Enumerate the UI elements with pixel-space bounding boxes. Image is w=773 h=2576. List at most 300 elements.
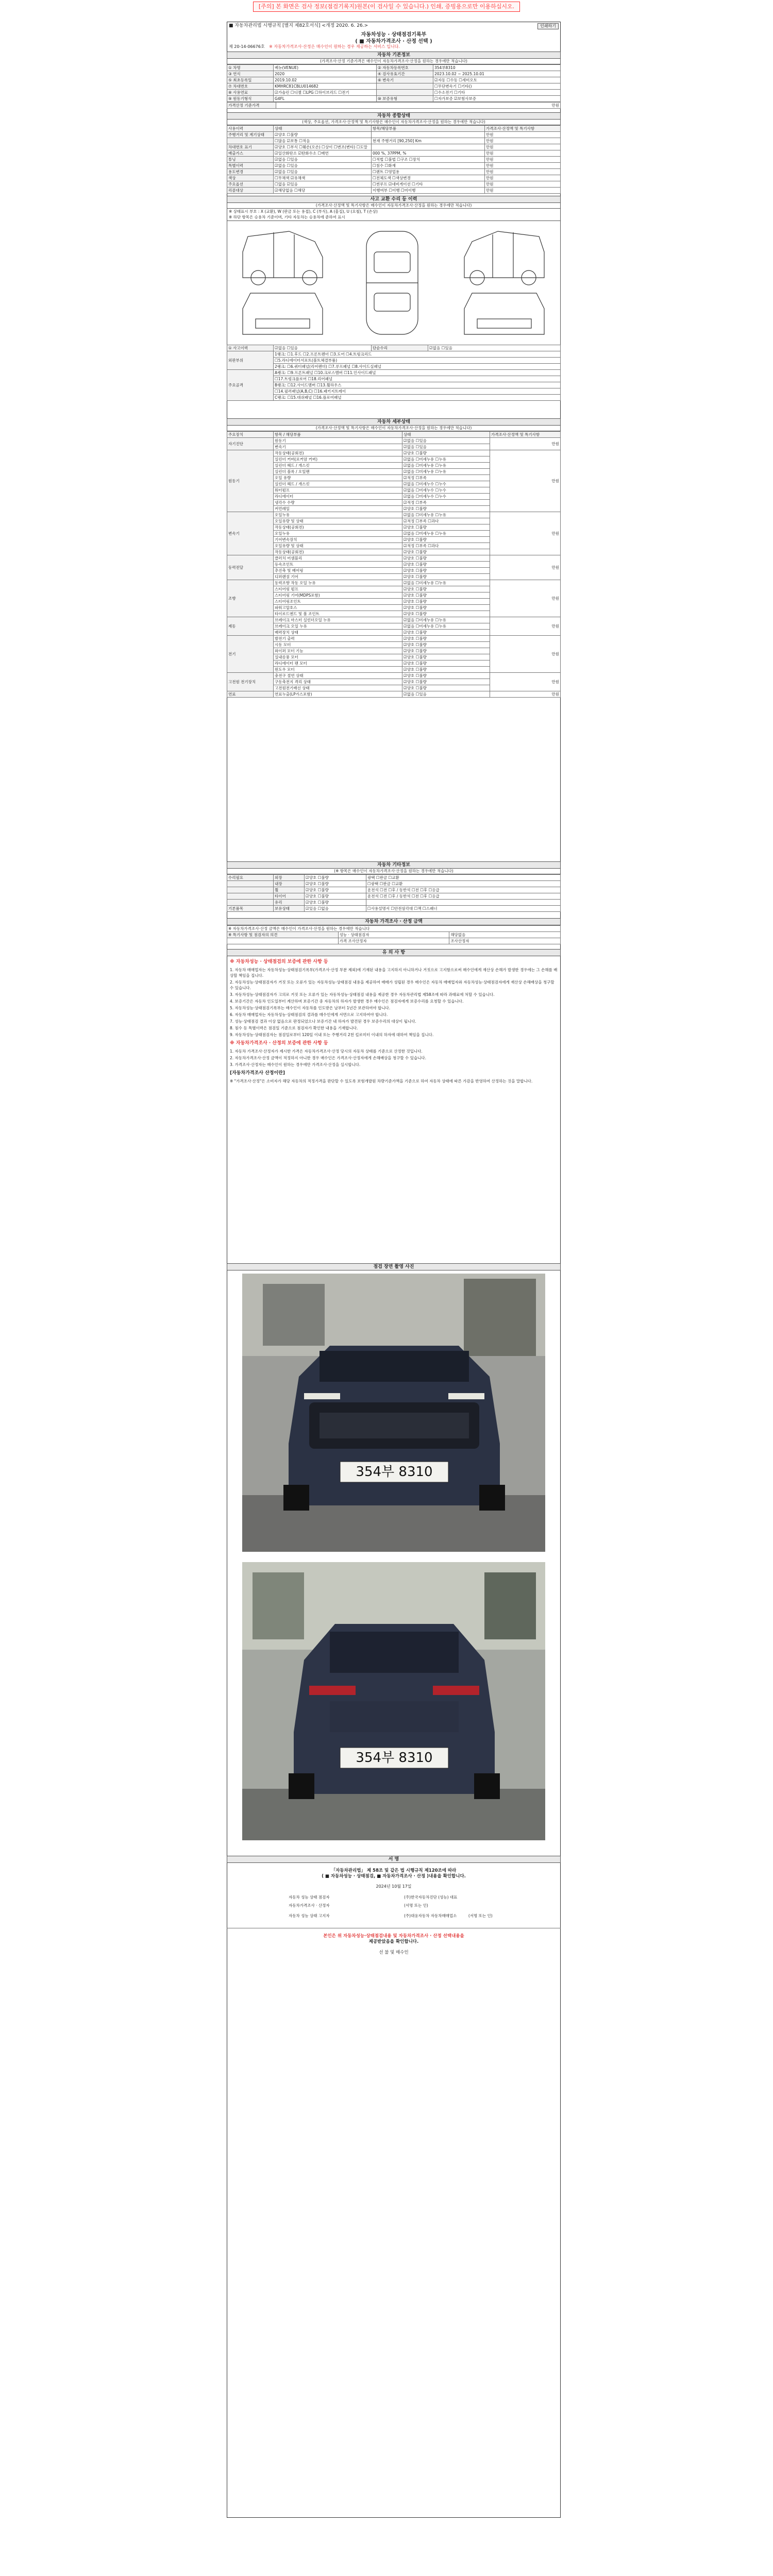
overall-cell: 만원 [485,138,561,144]
outer-rank-1b: ☐5.라디에이터서포트(볼트체결부품) [274,357,561,363]
inspector-sign-label: 자동차 성능 상태 점검자 [289,1895,330,1900]
notice-warranty-list [227,967,561,1038]
detail-item: 원동기 [274,438,402,444]
signature-table [227,1894,561,1921]
overall-row [227,150,561,157]
appraiser-sign-value: (서명 또는 인) [404,1903,428,1908]
detail-col-header: 주요장치 [227,432,274,438]
overall-cell: ☐무채색 ☑유채색 [274,175,372,181]
detail-item: 윈도우 모터 [274,667,402,673]
detail-item: 브레이크 오일 누유 [274,623,402,630]
detail-status: ☑적정 ☐부족 ☐과다 [402,543,490,549]
overall-col-header: 가격조사·산정액 및 특기사항 [485,126,561,132]
detail-status: ☑없음 ☐미세누유 ☐누유 [402,469,490,475]
doc-note: ※ 자동차가격조사·산정은 매수인이 원하는 경우 제공하는 서비스 입니다. [269,44,400,49]
basic-info-cell: 2019.10.02 [274,77,377,83]
detail-item: 워터펌프 [274,487,402,494]
basic-info-cell: ⑤ 최초등록일 [227,77,274,83]
overall-cell: 색상 [227,175,274,181]
front-photo [242,1274,545,1552]
detail-item: 브레이크 마스터 실린더오일 누유 [274,617,402,623]
overall-cell: 만원 [485,157,561,163]
detail-item: 라디에이터 팬 모터 [274,660,402,667]
detail-status: ☑양호 ☐불량 [402,555,490,562]
detail-price: 만원 [490,450,561,512]
overall-cell: 배출가스 [227,150,274,157]
detail-status: ☑양호 ☐불량 [402,450,490,456]
sign-section [227,1856,561,1955]
overall-row [227,181,561,188]
detail-col-header: 항목 / 해당부품 [274,432,402,438]
etc-cell: 광택 ☐판금 ☐교환 [366,875,561,881]
overall-cell: 현재 주행거리 [90,250] Km [372,138,485,144]
basic-info-cell: ⑥ 변속기 [377,77,433,83]
inspector-sign-value: (주)한국자동차진단 (성능) 대표 [404,1895,458,1900]
detail-item: 실린더 헤드 / 개스킷 [274,481,402,487]
detail-price: 만원 [490,555,561,580]
accident-section [227,196,561,401]
detail-price: 만원 [490,512,561,555]
overall-cell: 이행여부 ☐이행 ☐미이행 [372,188,485,194]
detail-group-label: 변속기 [227,512,274,555]
detail-col-header: 상태 [402,432,490,438]
overall-cell: ☑양호 ☐불량 [274,132,372,138]
front-plate: 354부 8310 [356,1464,433,1480]
detail-table [227,431,561,698]
detail-status: ☑양호 ☐불량 [402,599,490,605]
accident-legend-2: ※ 하단 항목은 승용차 기준이며, 기타 자동차는 승용차에 준하여 표시 [227,214,561,221]
detail-item: 작동상태(공회전) [274,450,402,456]
detail-row [227,617,561,623]
inspector-opinion: 해당없음 [449,932,561,938]
notice-paragraph: 5. 자동차성능·상태점검기록부는 매수인이 자동차를 인도받은 날부터 1년간 보관하여야 합니다. [230,1006,391,1010]
overall-cell: 차대번호 표기 [227,144,274,150]
detail-item: 라디에이터 [274,494,402,500]
notice-paragraph: 7. 성능·상태점검 결과 이상 없음으로 판정되었으나 보증기간 내 하자가 발견된 경우 보증수리의 대상이 됩니다. [230,1019,416,1024]
overall-note: (색상, 주요옵션, 가격조사·산정액 및 특기사항은 매수인이 자동차가격조사·산정을 원하는 경우에만 적습니다) [227,120,561,125]
notifier-sign-label: 자동차 성능 상태 고지자 [289,1913,330,1918]
detail-item: 추진축 및 베어링 [274,568,402,574]
basic-info-cell [377,90,433,96]
detail-item: 작동상태(공회전) [274,549,402,555]
overall-section [227,112,561,194]
detail-item: 오일유량 및 상태 [274,543,402,549]
detail-item: 시동 모터 [274,642,402,648]
overall-cell: ☐전체도색 ☐색상변경 [372,175,485,181]
etc-cell: 기본품목 [227,906,274,912]
overall-cell [372,144,485,150]
frame-c-rank: C랭크: ☐15.대쉬패널 ☐16.플로어패널 [274,394,561,400]
notice-paragraph: 8. 침수 등 특별이력은 점검일 기준으로 점검자가 확인한 내용을 기재합니다. [230,1026,358,1030]
basic-info-row [227,90,561,96]
detail-item: 와이퍼 모터 기능 [274,648,402,654]
accident-legend: ※ 상태표시 부호 : X (교환), W (판금 또는 용접), C (부식), A (흠집), U (요철), T (손상) [227,209,561,214]
overall-cell: ☑일산화탄소 ☑탄화수소 ☐매연 [274,150,372,157]
basic-info-cell: ⑩ 보증유형 [377,96,433,102]
detail-status: ☑양호 ☐불량 [402,524,490,531]
accident-history-label: ① 사고이력 [227,345,274,351]
etc-row [227,900,561,906]
overall-cell: 만원 [485,175,561,181]
detail-group-label: 원동기 [227,450,274,512]
overall-col-header: 항목/해당부품 [372,126,485,132]
inspection-sheet [227,22,561,2518]
overall-cell: 만원 [485,132,561,138]
detail-status: ☑양호 ☐불량 [402,549,490,555]
detail-section [227,418,561,698]
etc-row [227,906,561,912]
rear-plate: 354부 8310 [356,1750,433,1766]
overall-row [227,169,561,175]
detail-row [227,555,561,562]
detail-status: ☑적정 ☐부족 [402,500,490,506]
detail-group-label: 제동 [227,617,274,636]
etc-row [227,893,561,900]
etc-section [227,861,561,912]
detail-item: 등속조인트 [274,562,402,568]
detail-item: 클러치 어셈블리 [274,555,402,562]
photo-section [227,1263,561,1270]
notice-paragraph: 4. 보증기간은 자동차 인도일부터 계산하며 보증기간 중 자동차의 하자가 발생한 경우 매수인은 점검자에게 보증수리를 요청할 수 있습니다. [230,999,464,1004]
etc-table [227,874,561,912]
detail-status: ☑양호 ☐불량 [402,654,490,660]
detail-status: ☑없음 ☐미세누수 ☐누수 [402,487,490,494]
warning-banner [0,0,773,13]
warning-text: [주의] 본 화면은 검사 정보(점검기록지)원본(이 검사일 수 있습니다.) 인쇄, 증빙용으로만 이용하십시오. [253,2,520,12]
overall-cell: ☐렌트 ☐영업용 [372,169,485,175]
detail-group-label: 전기 [227,636,274,673]
overall-col-header: 사용이력 [227,126,274,132]
simple-repair-value: ☑없음 ☐있음 [428,345,561,351]
page-title: 자동차성능 · 상태점검기록부 [361,32,427,38]
basic-info-cell: ⑦ 차대번호 [227,83,274,90]
detail-row [227,691,561,698]
overall-cell: 주행거리 및 계기상태 [227,132,274,138]
overall-cell: ☑해당없음 ☐해당 [274,188,372,194]
accident-history-value: ☑없음 ☐있음 [274,345,372,351]
inspector-label: 성능 · 상태점검자 [338,932,449,938]
etc-cell: 보유상태 [274,906,305,912]
overall-cell: ☐많음 ☑보통 ☐적음 [274,138,372,144]
overall-cell: 특별이력 [227,163,274,169]
detail-status: ☑양호 ☐불량 [402,660,490,667]
etc-row [227,881,561,887]
detail-item: 실린더 커버(로커암 커버) [274,456,402,463]
overall-row [227,175,561,181]
basic-info-row [227,65,561,71]
buyer-confirm-line2: 제공받았음을 확인합니다. [368,1939,419,1944]
overall-cell: 만원 [485,144,561,150]
overall-row [227,144,561,150]
detail-status: ☑양호 ☐불량 [402,685,490,691]
basic-info-cell: ☐자가보증 ☑보험사보증 [433,96,561,102]
detail-item: 작동상태(공회전) [274,524,402,531]
appraiser-label: 가격 조사산정자 [338,938,449,944]
basic-info-cell: KMHRC81CBLU014682 [274,83,377,90]
detail-row [227,636,561,642]
main-frame-label: 주요골격 [227,369,274,400]
page-subtitle: ( ■ 자동차가격조사 · 산정 선택 ) [355,38,432,44]
overall-row [227,188,561,194]
sign-statement-2: ( ■ 자동차성능 · 상태점검, ■ 자동차가격조사 · 산정 )내용을 확인합니다. [322,1873,466,1879]
basic-info-cell: 베뉴(VENUE) [274,65,377,71]
overall-cell: ☑없음 ☐있음 [274,157,372,163]
etc-cell: 수리필요 [227,875,274,881]
detail-group-label: 고전원 전기장치 [227,673,274,691]
doc-number-line [229,44,400,49]
basic-info-row [227,77,561,83]
accident-table [227,345,561,401]
detail-status: ☑없음 ☐미세누유 ☐누유 [402,617,490,623]
detail-item: 변속기 [274,444,402,450]
basic-info-cell: ☑자동 ☐수동 ☐세미오토 [433,77,561,83]
detail-row [227,673,561,679]
detail-item: 커먼레일 [274,506,402,512]
frame-b-rank: B랭크: ☐12.사이드멤버 ☐13.휠하우스 [274,382,561,388]
detail-status: ☑없음 ☐미세누유 ☐누유 [402,463,490,469]
detail-status: ☑없음 ☐있음 [402,444,490,450]
notice-paragraph: 9. 자동차성능·상태점검자는 점검일로부터 120일 이내 또는 주행거리 2천 킬로미터 이내의 하자에 대하여 책임을 집니다. [230,1032,434,1037]
overall-cell: 만원 [485,188,561,194]
etc-cell: ☑양호 ☐불량 [305,893,366,900]
detail-price: 만원 [490,691,561,698]
front-car-photo [242,1274,545,1552]
accident-heading: 사고 교환 수리 등 이력 [227,196,561,203]
detail-status: ☑양호 ☐불량 [402,648,490,654]
car-side-right-diagram [464,231,544,285]
detail-heading: 자동차 세부상태 [227,418,561,426]
detail-item: 실내송풍 모터 [274,654,402,660]
basic-info-cell: ☑가솔린 ☐디젤 ☐LPG ☐하이브리드 ☐전기 [274,90,377,96]
detail-status: ☑양호 ☐불량 [402,562,490,568]
detail-status: ☑없음 ☐있음 [402,691,490,698]
detail-price: 만원 [490,617,561,636]
etc-cell: ☐광택 ☐판금 ☐교환 [366,881,561,887]
overall-heading: 자동차 종합상태 [227,112,561,120]
overall-row [227,163,561,169]
basic-info-table [227,64,561,102]
detail-status: ☑적정 ☐부족 [402,475,490,481]
etc-cell: ☐사용설명서 ☐안전삼각대 ☐잭 ☐스패너 [366,906,561,912]
detail-item: 배력장치 상태 [274,630,402,636]
overall-row [227,132,561,138]
detail-item: 오일누유 [274,531,402,537]
price-label: 가격산정 기준가격 [227,103,276,109]
basic-info-section [227,52,561,109]
detail-item: 스티어링 펌프 [274,586,402,592]
overall-table [227,125,561,194]
detail-status: ☑적정 ☐부족 ☐과다 [402,518,490,524]
overall-cell [227,138,274,144]
overall-col-header: 상태 [274,126,372,132]
car-diagram-area [227,221,561,345]
detail-status: ☑양호 ☐불량 [402,568,490,574]
frame-b-rank-2: ☐14.필러패널(A,B,C) ☐16.패키지트레이 [274,388,561,394]
car-side-left-diagram [243,231,323,285]
detail-item: 냉각수 수량 [274,500,402,506]
price-total-section [227,918,561,944]
form-title [289,32,499,45]
rear-photo [242,1562,545,1840]
detail-status: ☑양호 ☐불량 [402,611,490,617]
overall-cell: ☑없음 ☐있음 [274,169,372,175]
basic-info-row [227,96,561,102]
etc-cell [227,881,274,887]
etc-cell: 운전석 ☐전 ☐후 / 동반석 ☐전 ☐후 ☐응급 [366,893,561,900]
basic-info-heading: 자동차 기본정보 [227,52,561,59]
etc-cell: 운전석 ☐전 ☐후 / 동반석 ☐전 ☐후 ☐응급 [366,887,561,893]
simple-repair-label: 단순수리 [372,345,428,351]
overall-cell: 만원 [485,169,561,175]
detail-status: ☑양호 ☐불량 [402,667,490,673]
detail-item: 연료누출(LP가스포함) [274,691,402,698]
notice-paragraph: 2. 자동차성능·상태점검자가 거짓 또는 오류가 있는 자동차성능·상태점검 내용을 제공하여 매매가 성립된 경우 매수인은 자동차 매매업자와 자동차성능·상태점검자에게 재산상 손해배상을 청구할 수 있습니다. [230,980,554,990]
basic-info-cell: ① 차명 [227,65,274,71]
form-number: ■ 자동차관리법 시행규칙 [별지 제82호서식] <개정 2020. 6. 26.> [229,23,368,29]
car-top-diagram [366,231,418,334]
detail-status: ☑양호 ☐불량 [402,642,490,648]
notice-warranty-heading: ※ 자동차성능 · 상태점검의 보증에 관한 사항 등 [230,959,328,964]
etc-cell: 휠 [274,887,305,893]
etc-cell: 외장 [274,875,305,881]
basic-info-cell: ⑧ 사용연료 [227,90,274,96]
detail-group-label: 동력전달 [227,555,274,580]
detail-status: ☑양호 ☐불량 [402,592,490,599]
print-button[interactable]: 인쇄하기 [537,23,559,29]
detail-row [227,438,561,444]
notifier-sign-value: (주)대웅자동차 자동차매매업소 [404,1913,457,1918]
detail-group-label: 연료 [227,691,274,698]
detail-status: ☑양호 ☐불량 [402,605,490,611]
etc-cell: 유리 [274,900,305,906]
detail-status: ☑양호 ☐불량 [402,506,490,512]
basic-info-cell: ☐무단변속기 ☐기타() [433,83,561,90]
etc-cell: ☑양호 ☐불량 [305,887,366,893]
detail-status: ☑없음 ☐미세누유 ☐누유 [402,580,490,586]
detail-item: 충전구 절연 상태 [274,673,402,679]
detail-item: 파워고압호스 [274,605,402,611]
outer-rank-2: 2랭크: ☐6.쿼터패널(리어펜더) ☐7.루프패널 ☐8.사이드실패널 [274,363,561,369]
etc-cell [227,900,274,906]
detail-item: 기어변속장치 [274,537,402,543]
sign-date: 2024년 10월 17일 [376,1884,412,1889]
detail-item: 디퍼렌셜 기어 [274,574,402,580]
notice-paragraph: ※ "가격조사·산정"은 소비자가 해당 자동차의 적정가격을 판단할 수 있도록 보험개발원 차량기준가액을 기준으로 하여 자동차 상태에 따른 가감을 반영하여 산정하는 것을 말합니다. [230,1079,533,1083]
buyer-confirm-line1: 본인은 위 자동차성능·상태점검내용 및 자동차가격조사 · 산정 선택내용을 [323,1934,464,1939]
notice-paragraph: 3. 가격조사·산정자는 매수인이 원하는 경우에만 가격조사·산정을 실시합니다. [230,1062,361,1067]
car-rear-diagram [464,293,544,334]
overall-cell: 만원 [485,150,561,157]
overall-cell: 000 %, 37PPM, % [372,150,485,157]
etc-cell [227,893,274,900]
notice-section [227,949,561,1085]
outer-panel-label: 외판부위 [227,351,274,369]
detail-status: ☑양호 ☐불량 [402,673,490,679]
overall-row [227,138,561,144]
price-row [227,102,561,109]
etc-cell [227,887,274,893]
detail-status: ☑없음 ☐있음 [402,438,490,444]
detail-group-label: 조향 [227,580,274,617]
notifier-sign-mark: (서명 또는 인) [468,1913,493,1918]
etc-cell: 타이어 [274,893,305,900]
basic-info-cell: 2020 [274,71,377,77]
buyer-sign-line: 선 불 및 매수인 [379,1950,409,1955]
detail-price: 만원 [490,580,561,617]
detail-item: 고전원전기배선 상태 [274,685,402,691]
basic-info-cell: G4FL [274,96,377,102]
opinion-label: ※ 특기사항 및 점검자의 의견 [227,932,339,938]
notice-heading: 유 의 사 항 [227,949,561,956]
photo-heading: 점검 장면 촬영 사진 [227,1263,561,1270]
detail-group-label: 자기진단 [227,438,274,450]
sign-heading: 서 명 [227,1856,561,1863]
basic-info-row [227,71,561,77]
overall-cell: ☐적법 ☐불법 ☐구조 ☐장치 [372,157,485,163]
basic-info-note: (가격조사·산정 기준가격은 매수인이 자동차가격조사·산정을 원하는 경우에만 적습니다) [227,59,561,64]
detail-price: 만원 [490,636,561,673]
notice-paragraph: 3. 자동차성능·상태점검자가 고의로 거짓 또는 오류가 있는 자동차성능·상태점검 내용을 제공한 경우 자동차관리법 제58조에 따라 과태료에 처할 수 있습니다. [230,992,495,997]
detail-status: ☑없음 ☐미세누유 ☐누유 [402,512,490,518]
basic-info-cell: ☐수소전기 ☐기타 [433,90,561,96]
detail-item: 구동축전지 격리 상태 [274,679,402,685]
overall-cell: ☑없음 ☐있음 [274,163,372,169]
basic-info-cell: ③ 연식 [227,71,274,77]
detail-item: 동력조향 작동 오일 누유 [274,580,402,586]
detail-item: 스티어링 기어(MDPS포함) [274,592,402,599]
notice-paragraph: 1. 자동차 매매업자는 자동차성능·상태점검기록부(가격조사·산정 부분 제외)에 기재된 내용을 고지하지 아니하거나 거짓으로 고지함으로써 매수인에게 재산상 손해가 발생한 경우에는 그 손해를 배상할 책임을 집니다. [230,968,558,978]
outer-rank-1: 1랭크: ☐1.후드 ☐2.프론트펜더 ☐3.도어 ☐4.트렁크리드 [274,351,561,357]
frame-a-rank-2: ☐17.트렁크플로어 ☐18.리어패널 [274,376,561,382]
basic-info-cell [377,83,433,90]
basic-info-cell: ④ 검사유효기간 [377,71,433,77]
detail-status: ☑양호 ☐불량 [402,679,490,685]
appraiser-value: 조사산정자 [449,938,561,944]
sign-statement: 「자동차관리법」 제 58조 및 같은 법 시행규칙 제120조에 따라 [331,1868,457,1873]
overall-row [227,157,561,163]
rear-car-photo [242,1562,545,1840]
etc-cell: ☑양호 ☐불량 [305,881,366,887]
etc-heading: 자동차 기타정보 [227,861,561,869]
detail-item: 오일 유량 [274,475,402,481]
detail-status: ☑양호 ☐불량 [402,537,490,543]
overall-cell: 만원 [485,181,561,188]
doc-number: 제 20-14-06676호 [229,44,265,49]
price-total-table [227,925,561,944]
detail-status: ☑양호 ☐불량 [402,586,490,592]
detail-item: 실린더 블록 / 오일팬 [274,469,402,475]
detail-row [227,580,561,586]
price-unit: 만원 [276,103,561,109]
etc-cell: ☑양호 ☐불량 [305,900,366,906]
overall-cell: ☐없음 ☑있음 [274,181,372,188]
detail-row [227,450,561,456]
detail-price: 만원 [490,673,561,691]
price-total-note: ※ 자동차가격조사·산정 금액은 매수인이 가격조사·산정을 원하는 경우에만 적습니다 [227,926,561,932]
overall-cell: 용도변경 [227,169,274,175]
etc-cell [366,900,561,906]
accident-note: (가격조사·산정액 및 특기사항은 매수인이 자동차가격조사·산정을 원하는 경우에만 적습니다) [227,203,561,209]
overall-cell: ☑양호 ☐부식 ☐훼손(오손) ☐상이 ☐변조(변타) ☐도말 [274,144,372,150]
etc-row [227,875,561,881]
detail-note: (가격조사·산정액 및 특기사항은 매수인이 자동차가격조사·산정을 원하는 경우에만 적습니다) [227,426,561,431]
overall-cell: 리콜대상 [227,188,274,194]
detail-item: 오일유량 및 상태 [274,518,402,524]
detail-status: ☑양호 ☐불량 [402,574,490,580]
overall-cell: 만원 [485,163,561,169]
form-header-line [227,23,561,30]
overall-cell: 튜닝 [227,157,274,163]
